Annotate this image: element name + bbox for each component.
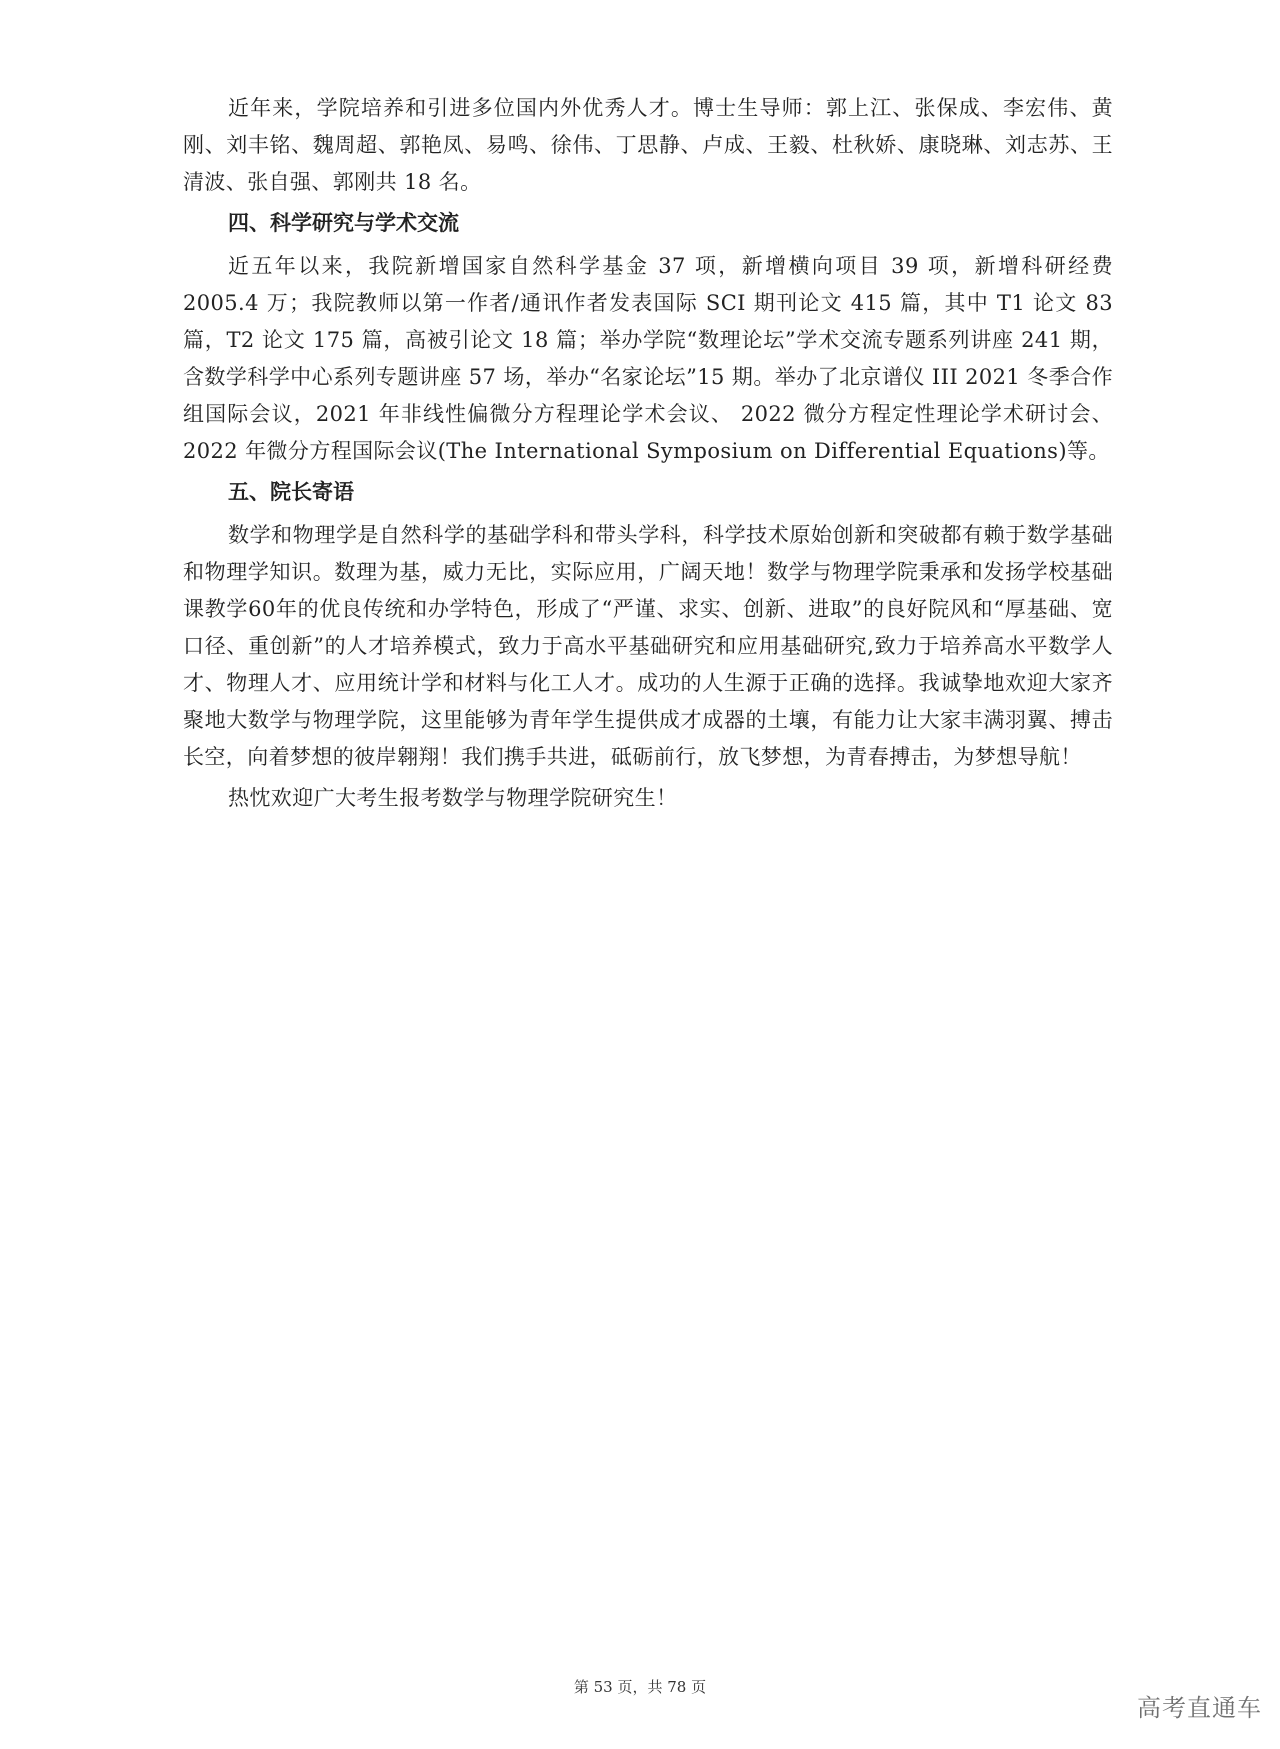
- paragraph-talent: 近年来，学院培养和引进多位国内外优秀人才。博士生导师：郭上江、张保成、李宏伟、黄刚、刘丰铭、魏周超、郭艳凤、易鸣、徐伟、丁思静、卢成、王毅、杜秋娇、康晓琳、刘志苏、王清波、张自强、郭刚共 18 名。: [183, 96, 1113, 194]
- paragraph-welcome: 热忱欢迎广大考生报考数学与物理学院研究生！: [228, 786, 678, 810]
- paragraph-research: 近五年以来，我院新增国家自然科学基金 37 项，新增横向项目 39 项，新增科研经费 2005.4 万；我院教师以第一作者/通讯作者发表国际 SCI 期刊论文 415 篇，其中 T1 论文 83 篇，T2 论文 175 篇，高被引论文 18 篇；举办学院“数理论坛”学术交流专题系列讲座 241 期，含数学科学中心系列专题讲座 57 场，举办“名家论坛”15 期。举办了北京谱仪 III 2021 冬季合作组国际会议，2021 年非线性偏微分方程理论学术会议、 2022 微分方程定性理论学术研讨会、2022 年微分方程国际会议(The International Symposium on Differential Equations)等。: [183, 254, 1113, 463]
- watermark-logo: 高考直通车: [1137, 1694, 1262, 1722]
- section-heading-research: 四、科学研究与学术交流: [228, 211, 459, 235]
- document-body: [183, 90, 1113, 821]
- page-number: 第 53 页，共 78 页: [573, 1678, 707, 1696]
- section-heading-dean-message: 五、院长寄语: [228, 480, 354, 504]
- paragraph-dean-message: 数学和物理学是自然科学的基础学科和带头学科，科学技术原始创新和突破都有赖于数学基础和物理学知识。数理为基，威力无比，实际应用，广阔天地！数学与物理学院秉承和发扬学校基础课教学60年的优良传统和办学特色，形成了“严谨、求实、创新、进取”的良好院风和“厚基础、宽口径、重创新”的人才培养模式，致力于高水平基础研究和应用基础研究,致力于培养高水平数学人才、物理人才、应用统计学和材料与化工人才。成功的人生源于正确的选择。我诚挚地欢迎大家齐聚地大数学与物理学院，这里能够为青年学生提供成才成器的土壤，有能力让大家丰满羽翼、搏击长空，向着梦想的彼岸翱翔！我们携手共进，砥砺前行，放飞梦想，为青春搏击，为梦想导航！: [183, 523, 1113, 769]
